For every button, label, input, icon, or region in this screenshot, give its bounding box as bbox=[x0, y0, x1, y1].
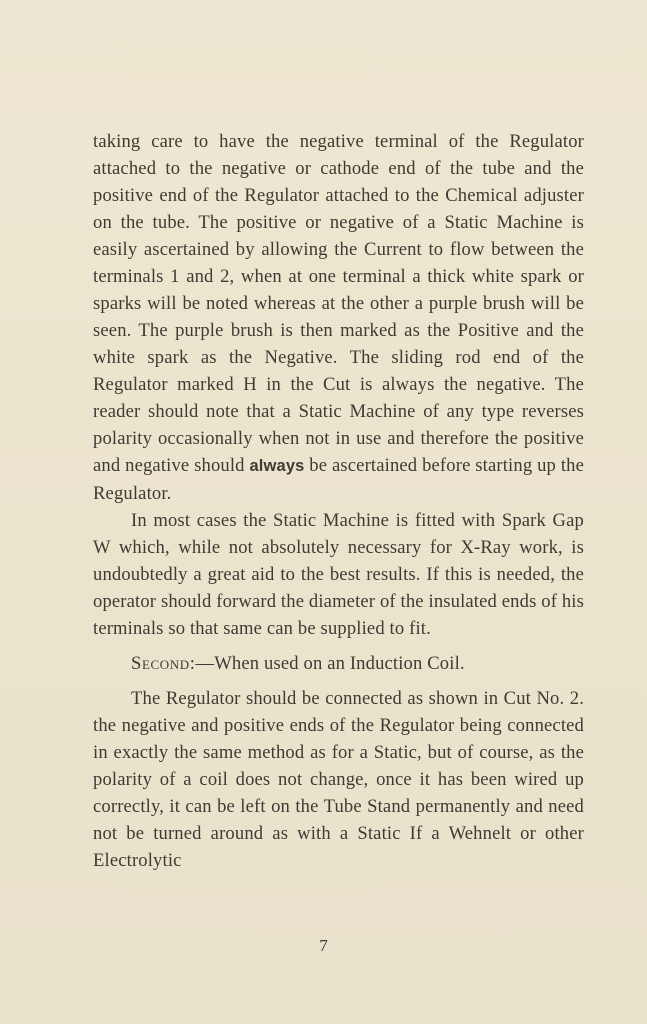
paragraph-spark-gap: In most cases the Static Machine is fitted with Spark Gap W which, while not absolutely necessary for X-Ray work, is undoubtedly a great aid to the best results. If this is needed, the operator should forward the diameter of the insulated ends of his terminals so that same can be supplied to fit. bbox=[93, 510, 584, 639]
body-text bbox=[93, 128, 584, 874]
section-heading-second bbox=[93, 650, 584, 677]
paragraph-induction-coil: The Regulator should be connected as shown in Cut No. 2. the negative and positive ends of the Regulator being connected in exactly the same method as for a Static, but of course, as the polarity of a coil does not change, once it has been wired up correctly, it can be left on the Tube Stand permanently and need not be turned around as with a Static If a Wehnelt or other Electrolytic bbox=[93, 688, 584, 871]
paragraph-polarity bbox=[93, 128, 584, 507]
page-number: 7 bbox=[319, 936, 328, 955]
section-title: —When used on an Induction Coil. bbox=[195, 653, 465, 674]
emphasis-always: always bbox=[249, 457, 305, 475]
paragraph-text: taking care to have the negative terminal of the Regulator attached to the negative or cathode end of the tube and the positive end of the Regulator attached to the Chemical adjuster on the tube. The positive or negative of a Static Machine is easily ascertained by allowing the Current to flow between the terminals 1 and 2, when at one terminal a thick white spark or sparks will be noted whereas at the other a purple brush will be seen. The purple brush is then marked as the Positive and the white spark as the Negative. The sliding rod end of the Regulator marked H in the Cut is always the negative. The reader should note that a Static Machine of any type reverses polarity occasionally when not in use and therefore the positive and negative should bbox=[93, 131, 584, 476]
section-label: Second: bbox=[131, 653, 196, 674]
paragraph-text: be ascertained before starting up the Regulator. bbox=[93, 455, 584, 504]
